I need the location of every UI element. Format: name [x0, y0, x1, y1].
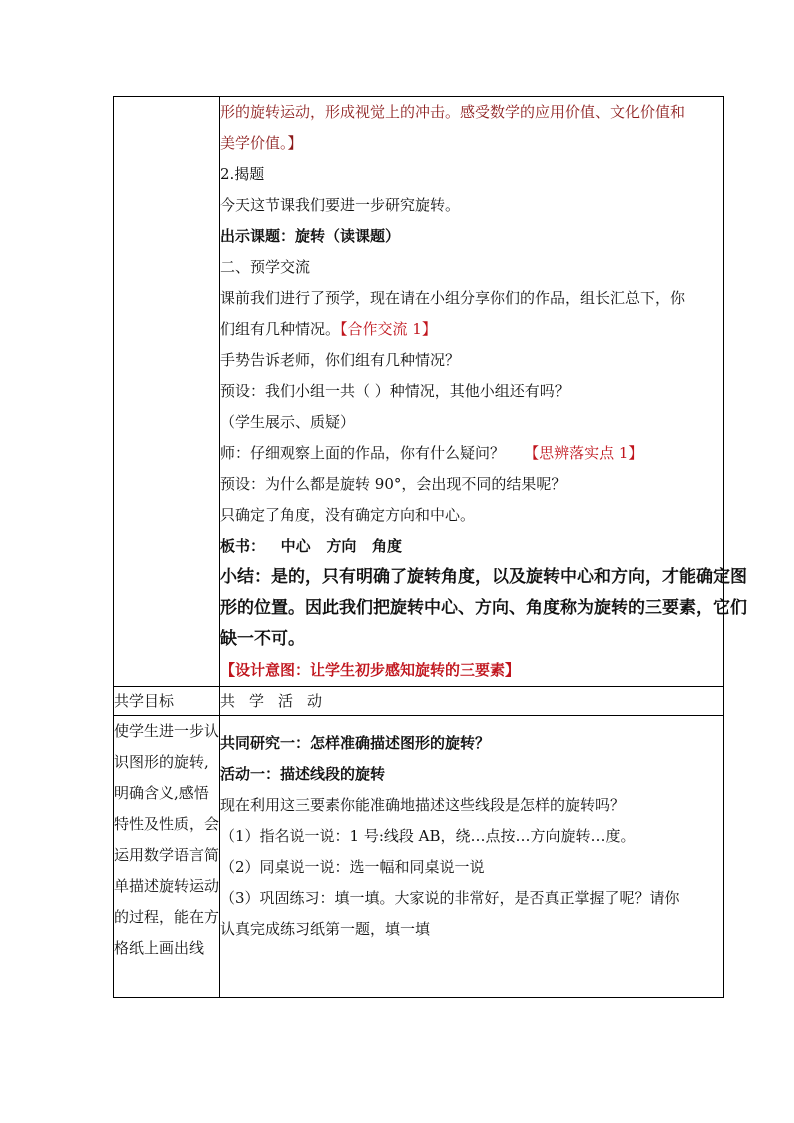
lesson-topic: 出示课题：旋转（读课题） — [220, 227, 401, 245]
text-line: 课前我们进行了预学，现在请在小组分享你们的作品，组长汇总下，你 — [220, 289, 686, 307]
empty-left-cell — [114, 97, 220, 687]
activity-heading: 活动一：描述线段的旋转 — [220, 765, 386, 783]
text-line: （学生展示、质疑） — [220, 413, 356, 431]
summary-line: 缺一不可。 — [220, 629, 305, 649]
text-line: （2）同桌说一说：选一幅和同桌说一说 — [220, 858, 485, 876]
text-line: （1）指名说一说：1 号:线段 AB，绕…点按…方向旋转…度。 — [220, 827, 636, 845]
summary-line: 形的位置。因此我们把旋转中心、方向、角度称为旋转的三要素，它们 — [220, 598, 747, 618]
activity-header: 共学活动 — [220, 687, 724, 716]
text-line: 形的旋转运动，形成视觉上的冲击。感受数学的应用价值、文化价值和 — [220, 103, 686, 121]
text-fragment: 们组有几种情况。 — [220, 320, 341, 338]
text-line: 现在利用这三要素你能准确地描述这些线段是怎样的旋转吗？ — [220, 796, 626, 814]
activity-content-cell — [220, 97, 747, 687]
text-line: 认真完成练习纸第一题，填一填 — [220, 920, 431, 938]
table-row — [114, 97, 724, 687]
reflection-tag: 【思辨落实点 1】 — [524, 444, 644, 462]
text-line: 预设：我们小组一共（ ）种情况，其他小组还有吗？ — [220, 382, 570, 400]
goal-header: 共学目标 — [114, 687, 220, 716]
text-line: 美学价值。】 — [220, 134, 303, 152]
cooperation-tag: 【合作交流 1】 — [340, 320, 437, 338]
lesson-plan-table — [113, 96, 747, 998]
activity-content-cell — [220, 716, 724, 998]
text-line — [220, 314, 723, 345]
goal-text: 使学生进一步认识图形的旋转,明确含义,感悟特性及性质，会运用数学语言简单描述旋转运动的过程，能在方格纸上画出线 — [114, 716, 220, 998]
table-header-row — [114, 687, 724, 716]
text-line: 今天这节课我们要进一步研究旋转。 — [220, 196, 461, 214]
text-fragment: 师：仔细观察上面的作品，你有什么疑问？ — [220, 444, 506, 462]
research-heading: 共同研究一：怎样准确描述图形的旋转？ — [220, 734, 491, 752]
text-line: 预设：为什么都是旋转 90°，会出现不同的结果呢？ — [220, 475, 567, 493]
design-intent: 【设计意图：让学生初步感知旋转的三要素】 — [220, 661, 521, 679]
section-heading: 二、预学交流 — [220, 258, 311, 276]
summary-line: 小结：是的，只有明确了旋转角度，以及旋转中心和方向，才能确定图 — [220, 567, 747, 587]
text-line: 2.揭题 — [220, 165, 265, 183]
table-row — [114, 716, 724, 998]
text-line — [220, 438, 723, 469]
text-line: 只确定了角度，没有确定方向和中心。 — [220, 506, 476, 524]
text-line: 手势告诉老师，你们组有几种情况？ — [220, 351, 461, 369]
text-line: （3）巩固练习：填一填。大家说的非常好，是否真正掌握了呢？请你 — [220, 889, 680, 907]
board-note: 板书： 中心 方向 角度 — [220, 537, 403, 555]
